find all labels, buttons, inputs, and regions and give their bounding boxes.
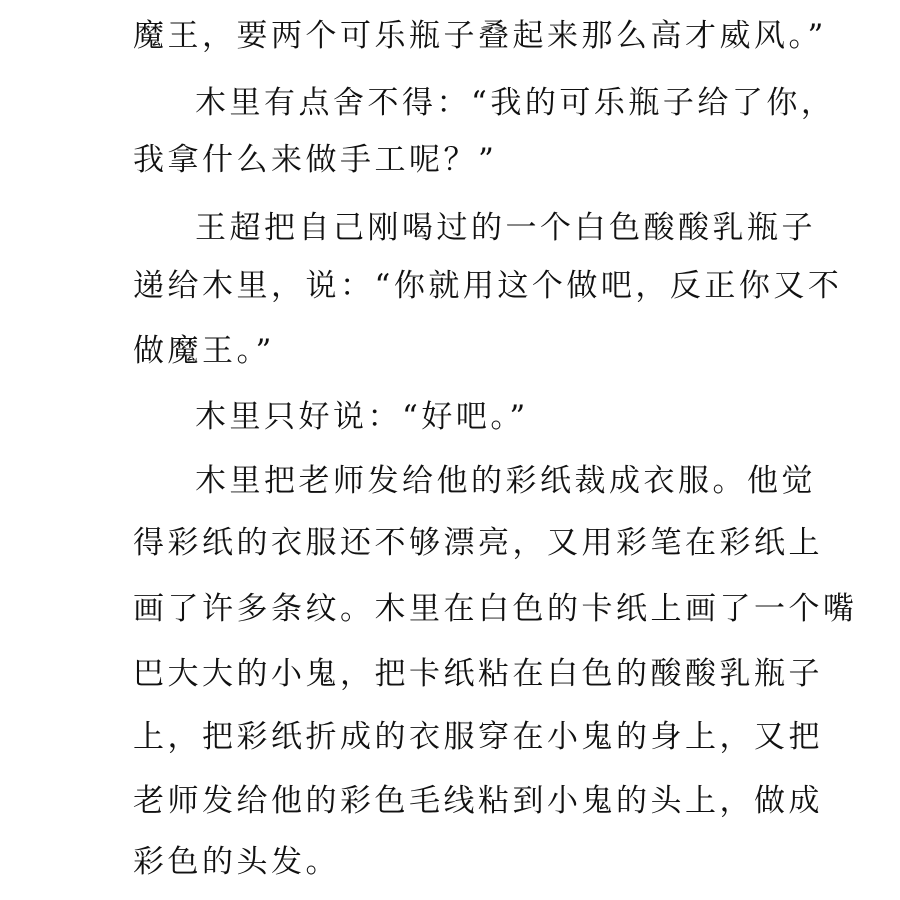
text-line: 王超把自己刚喝过的一个白色酸酸乳瓶子 [195, 210, 816, 246]
text-line: 递给木里，说：“你就用这个做吧，反正你又不 [133, 268, 843, 304]
text-line: 木里把老师发给他的彩纸裁成衣服。他觉 [195, 463, 816, 499]
text-line: 木里有点舍不得：“我的可乐瓶子给了你， [195, 85, 836, 121]
text-line: 巴大大的小鬼，把卡纸粘在白色的酸酸乳瓶子 [133, 656, 823, 692]
text-line: 魔王，要两个可乐瓶子叠起来那么高才威风。” [133, 18, 827, 54]
text-line: 木里只好说：“好吧。” [195, 399, 529, 435]
text-line: 画了许多条纹。木里在白色的卡纸上画了一个嘴 [133, 591, 858, 627]
text-line: 老师发给他的彩色毛线粘到小鬼的头上，做成 [133, 783, 823, 819]
text-line: 彩色的头发。 [133, 844, 340, 880]
text-line: 做魔王。” [133, 333, 275, 369]
text-line: 得彩纸的衣服还不够漂亮，又用彩笔在彩纸上 [133, 525, 823, 561]
text-line: 上，把彩纸折成的衣服穿在小鬼的身上，又把 [133, 719, 823, 755]
text-line: 我拿什么来做手工呢？” [133, 142, 498, 178]
